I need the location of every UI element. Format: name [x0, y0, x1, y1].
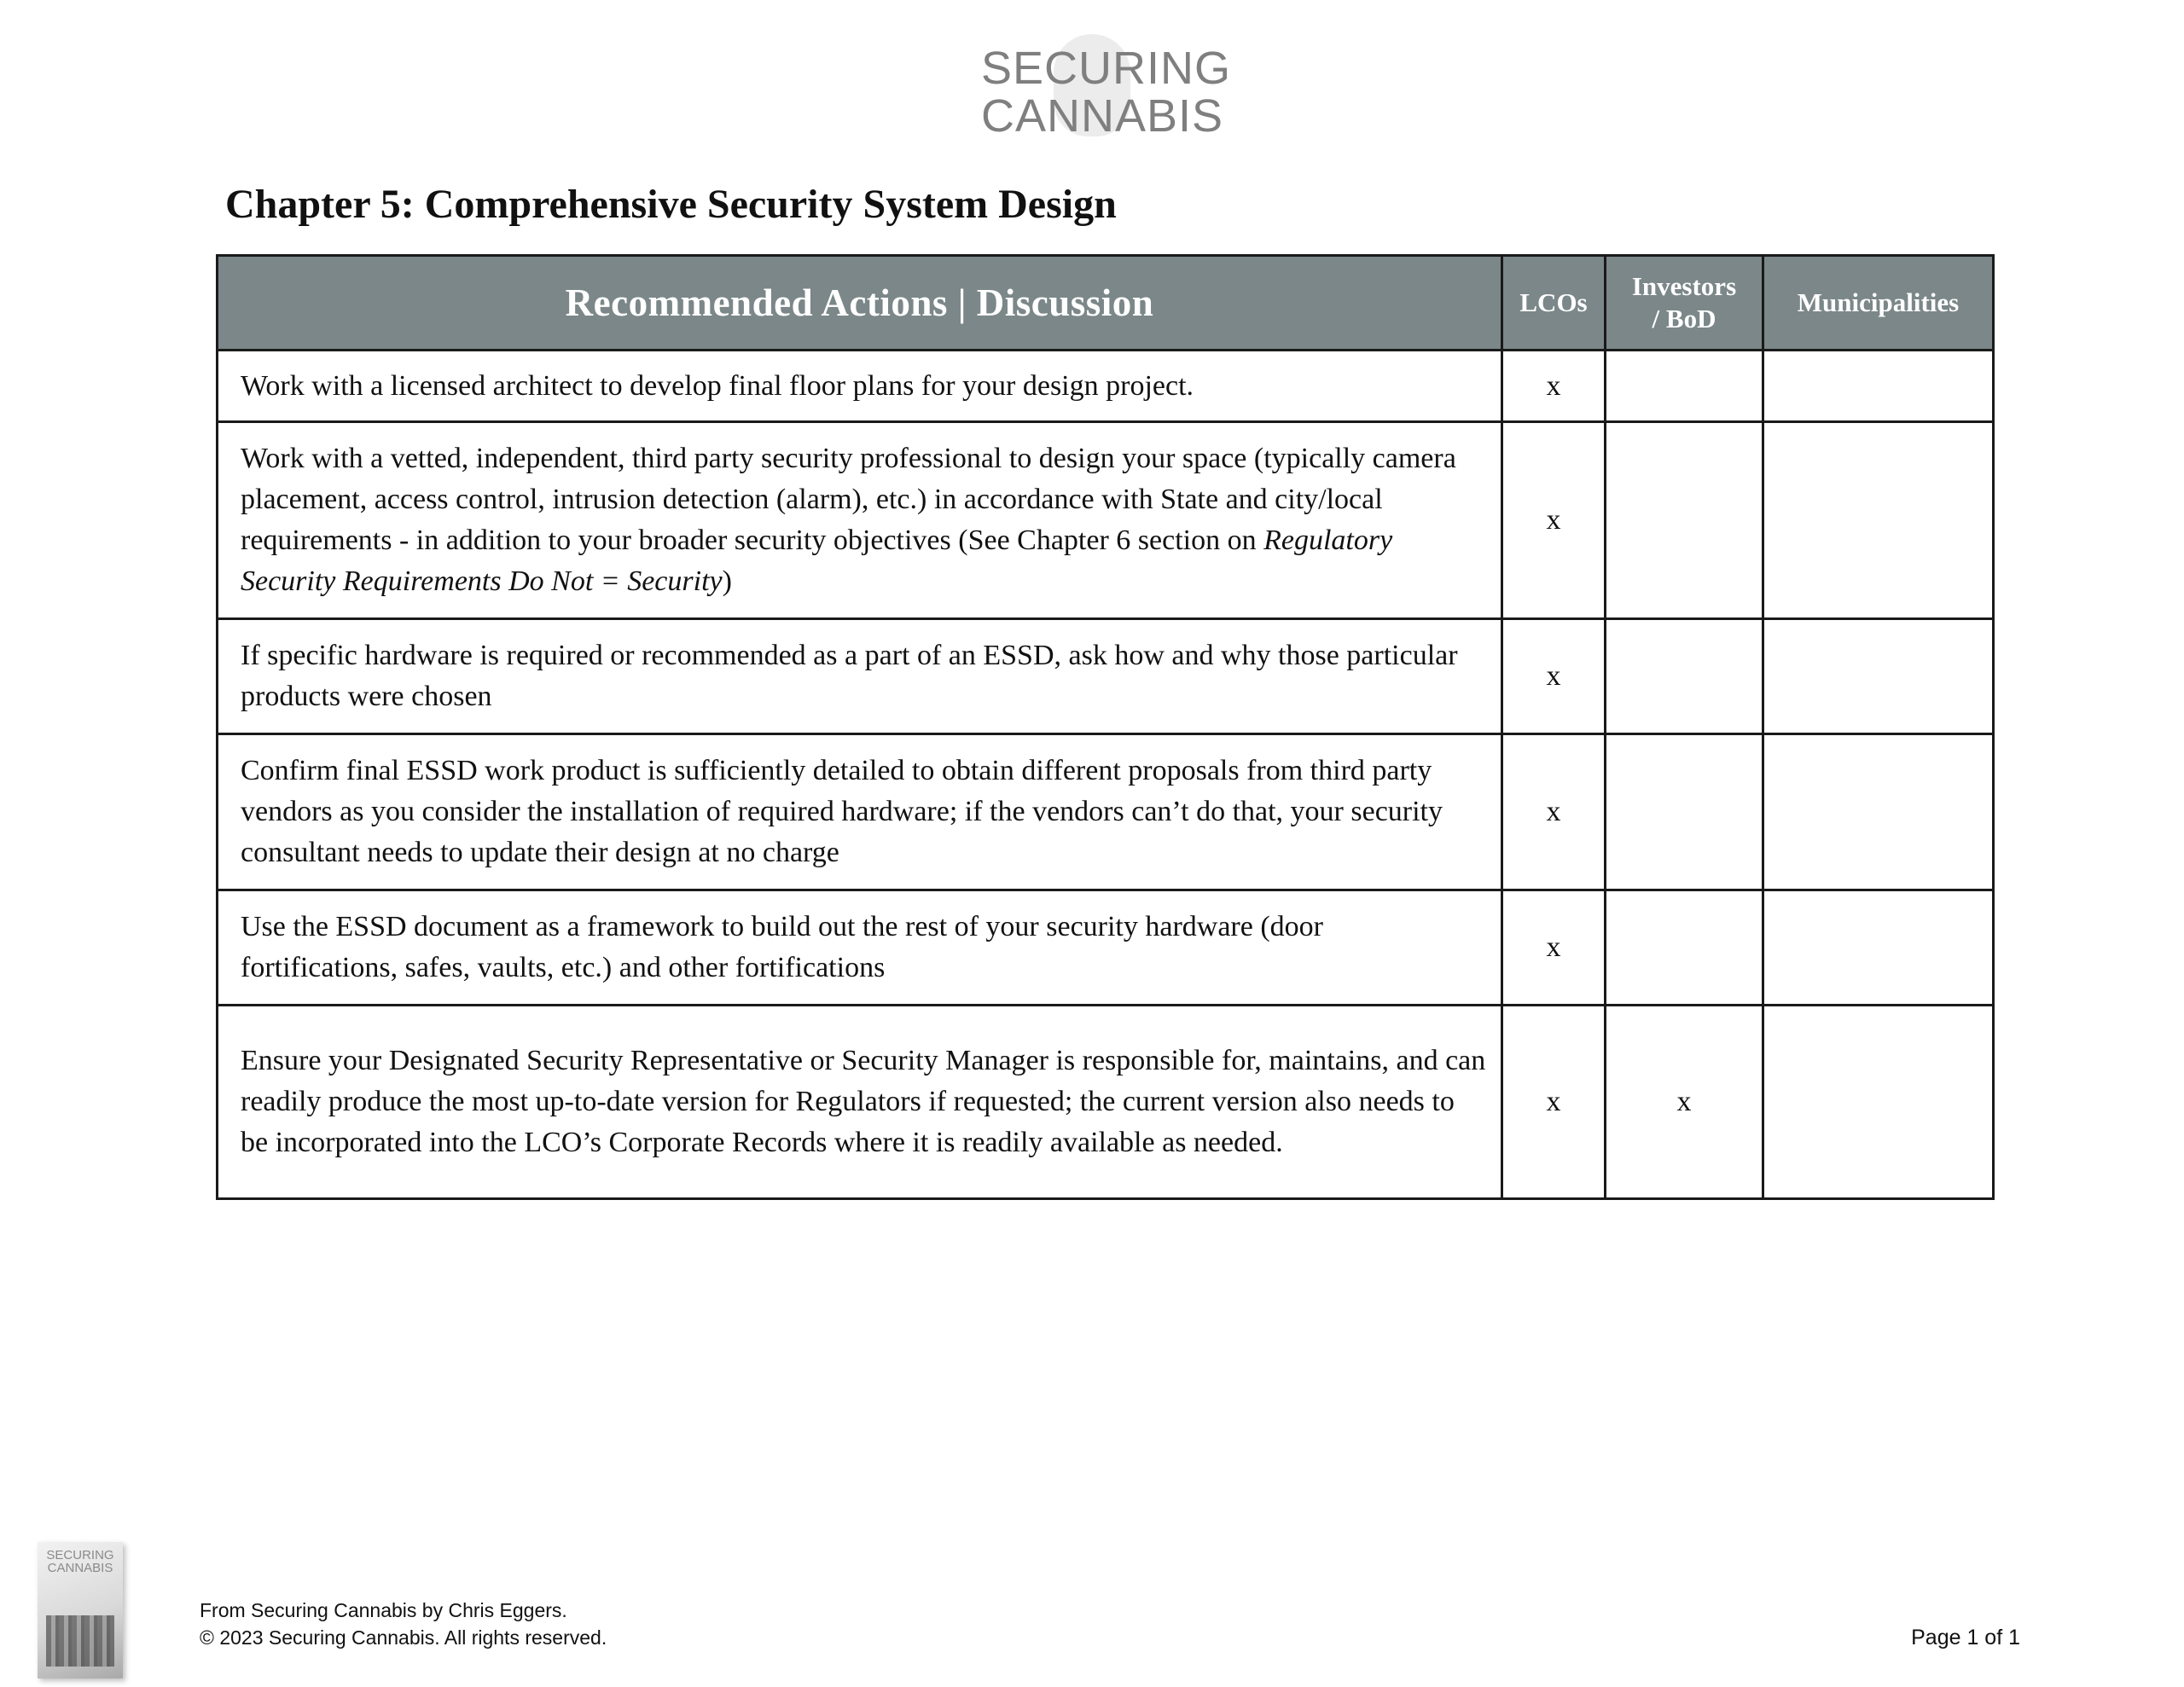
lcos-mark-cell: x: [1502, 422, 1606, 619]
action-cell: Work with a licensed architect to develop final floor plans for your design project.: [218, 351, 1502, 422]
table-row: [218, 890, 1994, 1006]
lcos-mark-cell: x: [1502, 619, 1606, 734]
book-cover-title: [43, 1549, 118, 1574]
investors-mark-cell: [1606, 422, 1763, 619]
footer-credit: [200, 1597, 607, 1651]
column-header-municipalities: Municipalities: [1763, 256, 1994, 351]
municipalities-mark-cell: [1763, 1006, 1994, 1199]
action-cell: Ensure your Designated Security Representative or Security Manager is responsible for, maintains, and can readily produce the most up-to-date version for Regulators if requested; the current version also needs to be incorporated into the LCO’s Corporate Records where it is readily available as needed.: [218, 1006, 1502, 1199]
column-header-investors: [1606, 256, 1763, 351]
municipalities-mark-cell: [1763, 351, 1994, 422]
column-header-lcos: LCOs: [1502, 256, 1606, 351]
securing-cannabis-logo: [981, 34, 1232, 145]
table-row: [218, 734, 1994, 890]
lcos-mark-cell: x: [1502, 1006, 1606, 1199]
action-text-suffix: ): [722, 565, 732, 597]
investors-mark-cell: x: [1606, 1006, 1763, 1199]
municipalities-mark-cell: [1763, 890, 1994, 1006]
logo-line-cannabis: CANNABIS: [981, 90, 1224, 142]
action-cell: Use the ESSD document as a framework to build out the rest of your security hardware (door fortifications, safes, vaults, etc.) and other fortifications: [218, 890, 1502, 1006]
municipalities-mark-cell: [1763, 734, 1994, 890]
book-cover-title-line2: CANNABIS: [47, 1561, 113, 1575]
action-cell: If specific hardware is required or recommended as a part of an ESSD, ask how and why those particular products were chosen: [218, 619, 1502, 734]
investors-mark-cell: [1606, 619, 1763, 734]
column-header-investors-line2: / BoD: [1652, 304, 1716, 333]
table-row: [218, 422, 1994, 619]
recommended-actions-table: [216, 254, 1995, 1200]
action-cell: [218, 422, 1502, 619]
table-row: [218, 1006, 1994, 1199]
table-row: [218, 351, 1994, 422]
page-number: Page 1 of 1: [1911, 1626, 2020, 1649]
lcos-mark-cell: x: [1502, 351, 1606, 422]
lcos-mark-cell: x: [1502, 734, 1606, 890]
municipalities-mark-cell: [1763, 422, 1994, 619]
table-header-row: [218, 256, 1994, 351]
investors-mark-cell: [1606, 890, 1763, 1006]
footer-copyright-line: © 2023 Securing Cannabis. All rights reserved.: [200, 1626, 607, 1649]
action-text-prefix: Work with a vetted, independent, third party security professional to design your space (typically camera placement, access control, intrusion detection (alarm), etc.) in accordance with State and city/local requirements - in addition to your broader security objectives (See Chapter 6 section on: [241, 443, 1456, 556]
action-cell: Confirm final ESSD work product is sufficiently detailed to obtain different proposals from third party vendors as you consider the installation of required hardware; if the vendors can’t do that, your security consultant needs to update their design at no charge: [218, 734, 1502, 890]
column-header-actions: Recommended Actions | Discussion: [218, 256, 1502, 351]
book-cover-thumbnail: [38, 1542, 123, 1678]
investors-mark-cell: [1606, 351, 1763, 422]
column-header-investors-line1: Investors: [1631, 271, 1737, 301]
lcos-mark-cell: x: [1502, 890, 1606, 1006]
logo-line-securing: SECURING: [981, 43, 1232, 94]
municipalities-mark-cell: [1763, 619, 1994, 734]
chapter-title: Chapter 5: Comprehensive Security System Design: [225, 182, 1117, 227]
footer-credit-line1: From Securing Cannabis by Chris Eggers.: [200, 1599, 567, 1621]
table-row: [218, 619, 1994, 734]
action-text-italic-reference: Regulatory Security Requirements Do Not = Security: [241, 525, 1393, 597]
investors-mark-cell: [1606, 734, 1763, 890]
book-cover-skyline-image: [46, 1615, 114, 1667]
book-cover-title-line1: SECURING: [46, 1548, 114, 1562]
